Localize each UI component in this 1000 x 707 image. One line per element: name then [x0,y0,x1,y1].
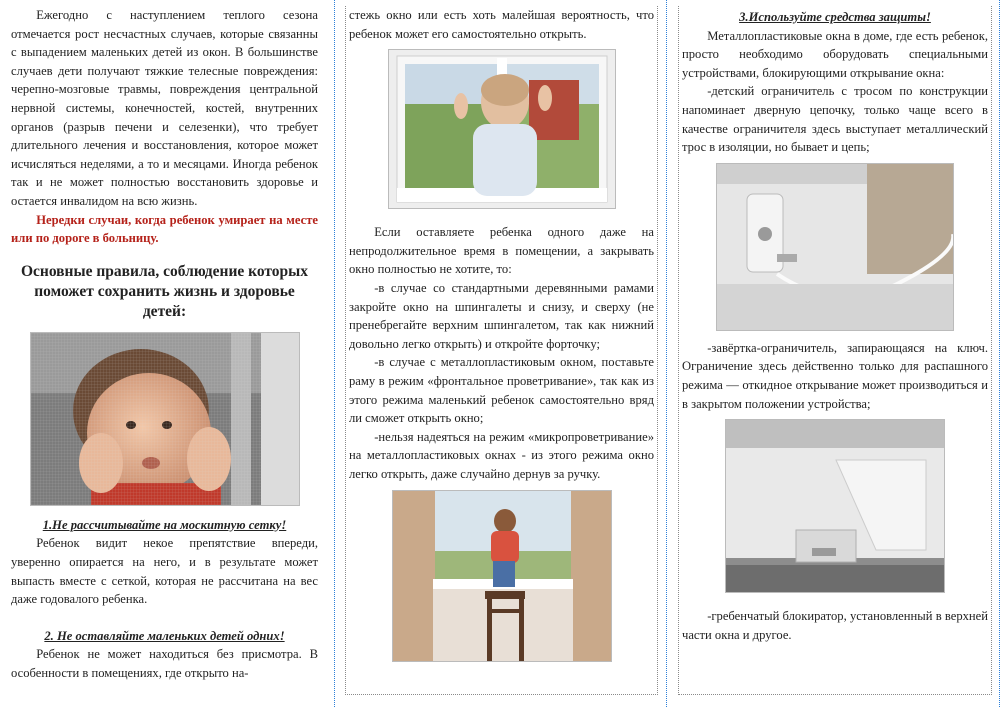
bullet-wooden-frames: -в случае со стандартными деревянными рамами закройте окно на шпингалеты и снизу, и сверху (не пренебрегайте верхним шпингалетом, так как нижний довольно легко открыть) и откройте форточку; [349,280,654,351]
rule-2-text: Ребенок не может находиться без присмотра. В особенности в помещениях, где открыто на- [11,647,318,680]
bullet-key-lock: -завёртка-ограничитель, запирающаяся на ключ. Ограничение здесь действенно только для распашного режима — откидное открывание может производиться и в закрытом положении устройства; [682,340,988,411]
child-climbing-window-photo [392,490,612,662]
advice-paragraph: Если оставляете ребенка одного даже на непродолжительное время в помещении, а закрывать окно полностью не хотите, то: [349,225,654,277]
bullet-cable-limiter: -детский ограничитель с тросом по конструкции напоминает дверную цепочку, только чаще всего в качестве ограничителя здесь выступает металлический трос в изоляции, но бывает и цепь; [682,84,988,155]
rule-1-heading: 1.Не рассчитывайте на москитную сетку! [42,517,287,532]
protection-intro: Металлопластиковые окна в доме, где есть ребенок, просто необходимо оборудовать специальными устройствами, блокирующими открывание окна: [682,28,988,80]
column-3 [678,6,992,695]
cable-limiter-photo [716,163,954,331]
bullet-micro-ventilation: -нельзя надеяться на режим «микропроветривание» на металлопластиковых окнах - из этого режима окно легко открыть, даже случайно дернув за ручку. [349,429,654,481]
continued-text: стежь окно или есть хоть малейшая вероятность, что ребенок может его самостоятельно открыть. [349,8,654,41]
comb-blocker-photo [725,419,945,593]
bullet-comb-blocker: -гребенчатый блокиратор, установленный в верхней части окна и другое. [682,609,988,642]
column-1 [8,6,321,707]
rule-2-heading: 2. Не оставляйте маленьких детей одних! [44,628,285,643]
protection-heading: 3.Используйте средства защиты! [739,10,931,24]
rules-heading: Основные правила, соблюдение которых поможет сохранить жизнь и здоровье детей: [20,262,309,320]
rule-1-text: Ребенок видит некое препятствие впереди, уверенно опирается на него, и в результате может выпасть вместе с сеткой, которая не рассчитана на вес даже годовалого ребенка. [11,536,318,607]
bullet-frontal-ventilation: -в случае с металлопластиковым окном, поставьте раму в режим «фронтальное проветривание», так как из этого режима маленький ребенок самостоятельно вряд ли сможет открыть окно; [349,355,654,426]
guide-line-right [666,0,667,707]
child-at-window-photo [388,49,616,209]
intro-paragraph: Ежегодно с наступлением теплого сезона отмечается рост несчастных случаев, которые связанны с выпадением маленьких детей из окон. В большинстве случаев дети получают тяжкие телесные повреждения: черепно-мозговые травмы, повреждения центральной нервной системы, конечностей, костей, внутренних органов (разрыв печени и селезенки), что требует длительного лечения и восстановления, которое может исчисляться неделями, а то и месяцами. Иногда ребенок так и не может полностью восстановить здоровье и остается инвалидом на всю жизнь. [11,8,318,208]
column-2 [345,6,658,695]
warning-text: Нередки случаи, когда ребенок умирает на месте или по дороге в больницу. [11,212,318,246]
guide-line-left [334,0,335,707]
child-behind-net-photo [30,332,300,506]
